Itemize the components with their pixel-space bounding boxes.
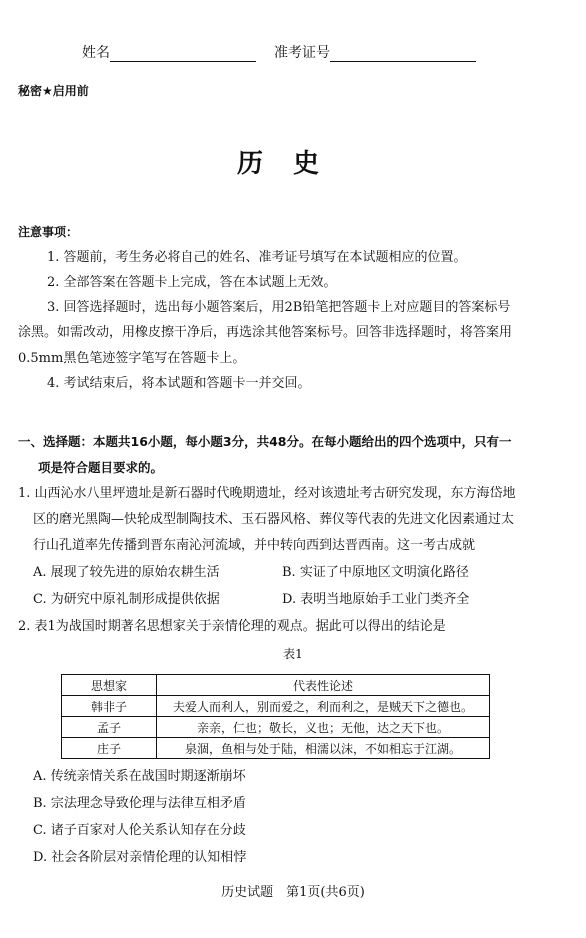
table-cell: 亲亲，仁也；敬长，义也；无他，达之天下也。 xyxy=(157,717,490,738)
q2-option-c: C. 诸子百家对人伦关系认知存在分歧 xyxy=(33,823,246,838)
section-heading: 一、选择题：本题共16小题，每小题3分，共48分。在每小题给出的四个选项中，只有一 xyxy=(18,434,512,449)
q2-option-d: D. 社会各阶层对亲情伦理的认知相悖 xyxy=(33,850,247,865)
notice-line: 2. 全部答案在答题卡上完成，答在本试题上无效。 xyxy=(47,275,337,290)
exam-number-blank xyxy=(330,47,476,62)
table-row xyxy=(62,738,490,759)
table-cell: 韩非子 xyxy=(62,696,157,717)
q1-option-c: C. 为研究中原礼制形成提供依据 xyxy=(33,592,220,607)
q1-stem-line: 区的磨光黑陶—快轮成型制陶技术、玉石器风格、葬仪等代表的先进文化因素通过太 xyxy=(33,512,515,527)
name-label: 姓名 xyxy=(82,45,110,61)
exam-number-field xyxy=(274,44,476,62)
q1-option-b: B. 实证了中原地区文明演化路径 xyxy=(282,565,469,580)
table-row xyxy=(62,696,490,717)
notice-line: 1. 答题前，考生务必将自己的姓名、准考证号填写在本试题相应的位置。 xyxy=(47,250,467,265)
exam-number-label: 准考证号 xyxy=(274,45,330,61)
table-cell: 庄子 xyxy=(62,738,157,759)
q2-option-b: B. 宗法理念导致伦理与法律互相矛盾 xyxy=(33,796,246,811)
q2-option-a: A. 传统亲情关系在战国时期逐渐崩坏 xyxy=(33,769,246,784)
page-title: 历史 xyxy=(236,149,349,179)
q1-option-a: A. 展现了较先进的原始农耕生活 xyxy=(33,565,220,580)
table-cell: 泉涸，鱼相与处于陆，相濡以沫，不如相忘于江湖。 xyxy=(157,738,490,759)
table-header-cell: 代表性论述 xyxy=(157,675,490,696)
notice-line: 3. 回答选择题时，选出每小题答案后，用2B铅笔把答题卡上对应题目的答案标号 xyxy=(47,300,511,315)
q1-stem-line: 1. 山西沁水八里坪遗址是新石器时代晚期遗址，经对该遗址考古研究发现，东方海岱地 xyxy=(18,486,516,501)
name-field xyxy=(82,44,256,62)
table-row xyxy=(62,717,490,738)
table-header-row xyxy=(62,675,490,696)
notice-line: 0.5mm黑色笔迹签字笔写在答题卡上。 xyxy=(18,351,246,366)
q1-option-d: D. 表明当地原始手工业门类齐全 xyxy=(282,592,470,607)
section-heading-cont: 项是符合题目要求的。 xyxy=(38,460,164,475)
page-footer: 历史试题 第1页(共6页) xyxy=(221,885,365,900)
q2-stem: 2. 表1为战国时期著名思想家关于亲情伦理的观点。据此可以得出的结论是 xyxy=(18,619,446,634)
viewpoints-table xyxy=(61,674,490,759)
table-cell: 孟子 xyxy=(62,717,157,738)
secret-label: 秘密★启用前 xyxy=(18,84,89,98)
table-caption: 表1 xyxy=(283,647,303,661)
notice-heading: 注意事项： xyxy=(18,225,79,239)
table-cell: 夫爱人而利人，别而爱之，利而利之，是贼天下之德也。 xyxy=(157,696,490,717)
q1-stem-line: 行山孔道率先传播到晋东南沁河流域，并中转向西到达晋西南。这一考古成就 xyxy=(33,538,476,553)
notice-line: 4. 考试结束后，将本试题和答题卡一并交回。 xyxy=(47,376,311,391)
notice-line: 涂黑。如需改动，用橡皮擦干净后，再选涂其他答案标号。回答非选择题时，将答案用 xyxy=(18,325,513,340)
name-blank xyxy=(110,47,256,62)
table-header-cell: 思想家 xyxy=(62,675,157,696)
